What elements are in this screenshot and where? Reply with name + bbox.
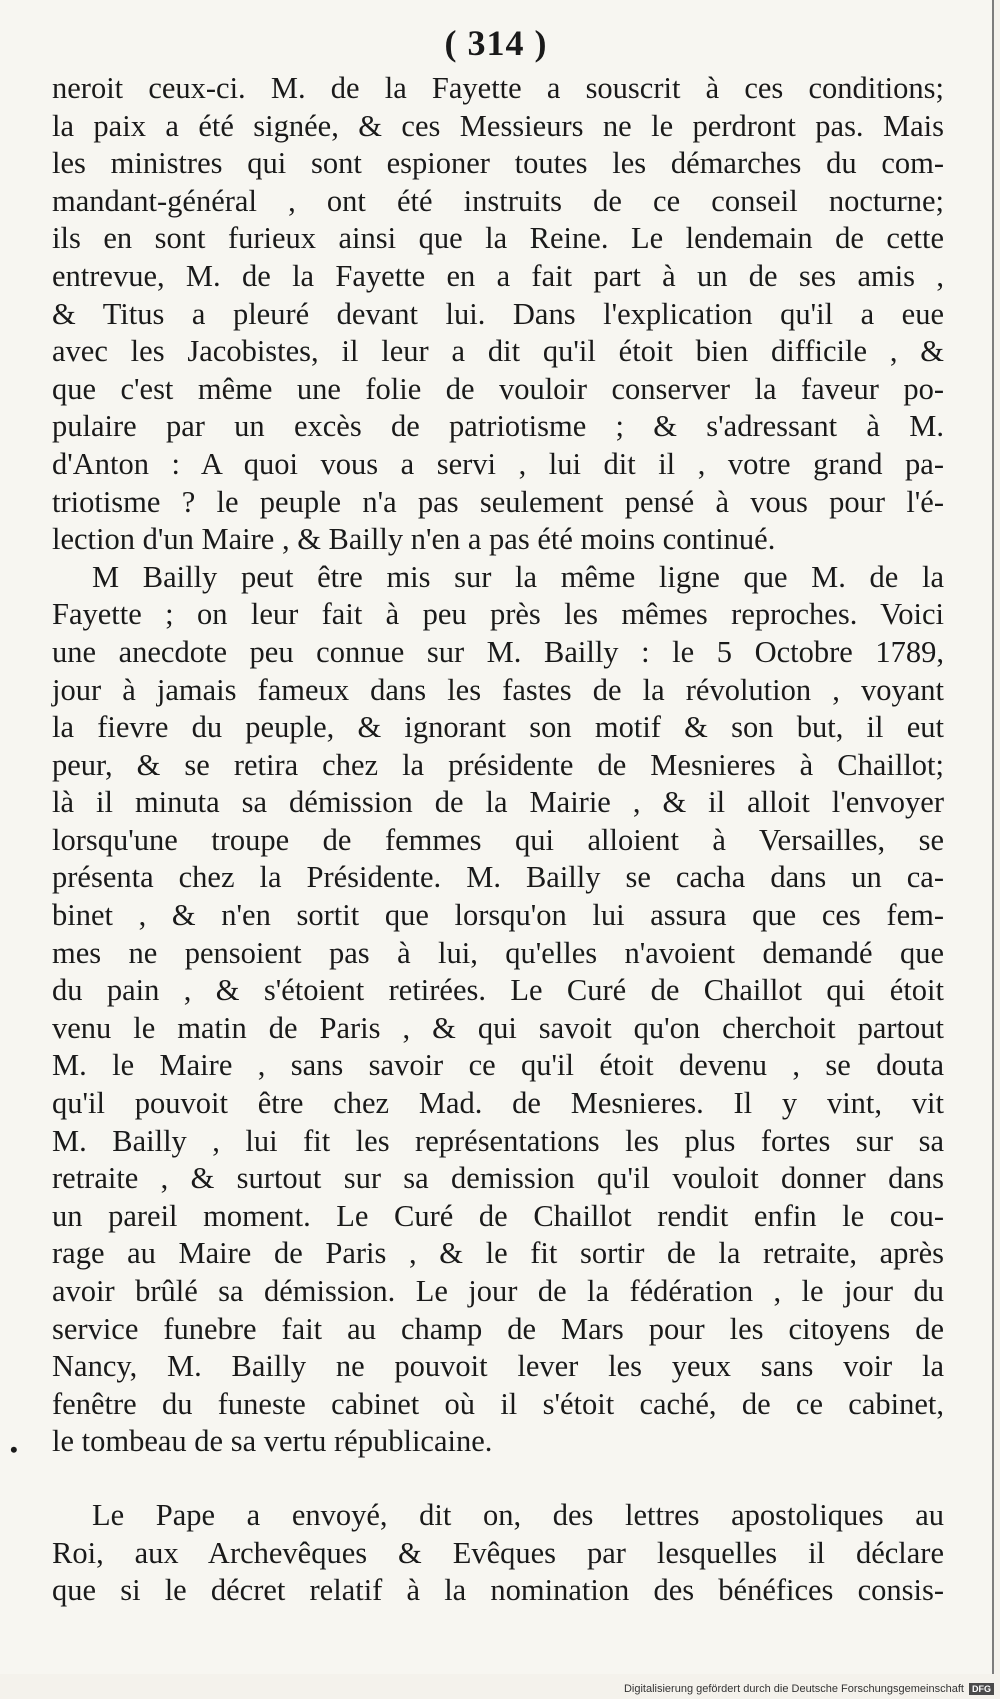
text-line: retraite , & surtout sur sa demission qu'il vouloit donner dans [52, 1161, 944, 1196]
text-line: pulaire par un excès de patriotisme ; & s'adressant à M. [52, 409, 944, 444]
text-line: Roi, aux Archevêques & Evêques par lesquelles il déclare [52, 1535, 944, 1570]
text-line: la paix a été signée, & ces Messieurs ne le perdront pas. Mais [52, 108, 944, 143]
text-line: Fayette ; on leur fait à peu près les mêmes reproches. Voici [52, 597, 944, 632]
text-line: triotisme ? le peuple n'a pas seulement pensé à vous pour l'é- [52, 484, 944, 519]
text-line: les ministres qui sont espioner toutes les démarches du com- [52, 146, 944, 181]
text-line: ils en sont furieux ainsi que la Reine. Le lendemain de cette [52, 221, 944, 256]
margin-dot: • [10, 1437, 18, 1462]
paragraph-3 [52, 1497, 944, 1610]
paragraph-1 [52, 70, 944, 559]
text-line: binet , & n'en sortit que lorsqu'on lui assura que ces fem- [52, 898, 944, 933]
digitization-credit [624, 1683, 994, 1695]
text-line: présenta chez la Présidente. M. Bailly se cacha dans un ca- [52, 860, 944, 895]
text-line: Nancy, M. Bailly ne pouvoit lever les yeux sans voir la [52, 1349, 944, 1384]
text-line: d'Anton : A quoi vous a servi , lui dit il , votre grand pa- [52, 446, 944, 481]
paragraph-gap [52, 1461, 944, 1497]
text-line: la fievre du peuple, & ignorant son motif & son but, il eut [52, 710, 944, 745]
text-line: fenêtre du funeste cabinet où il s'étoit caché, de ce cabinet, [52, 1386, 944, 1421]
text-line: M Bailly peut être mis sur la même ligne que M. de la [92, 559, 944, 594]
text-line: & Titus a pleuré devant lui. Dans l'explication qu'il a eue [52, 296, 944, 331]
text-line: mes ne pensoient pas à lui, qu'elles n'avoient demandé que [52, 935, 944, 970]
text-line: M. le Maire , sans savoir ce qu'il étoit devenu , se douta [52, 1048, 944, 1083]
text-line: avoir brûlé sa démission. Le jour de la fédération , le jour du [52, 1274, 944, 1308]
text-line: venu le matin de Paris , & qui savoit qu'on cherchoit partout [52, 1010, 944, 1045]
body-text [52, 70, 944, 1610]
text-line: une anecdote peu connue sur M. Bailly : le 5 Octobre 1789, [52, 634, 944, 669]
text-line: entrevue, M. de la Fayette en a fait part à un de ses amis , [52, 258, 944, 293]
text-line: là il minuta sa démission de la Mairie , & il alloit l'envoyer [52, 785, 944, 820]
text-line: rage au Maire de Paris , & le fit sortir de la retraite, après [52, 1236, 944, 1271]
text-line: que c'est même une folie de vouloir conserver la faveur po- [52, 371, 944, 406]
text-line: du pain , & s'étoient retirées. Le Curé de Chaillot qui étoit [52, 973, 944, 1008]
paragraph-2 [52, 559, 944, 1461]
text-line: Le Pape a envoyé, dit on, des lettres apostoliques au [92, 1497, 944, 1532]
text-line: un pareil moment. Le Curé de Chaillot rendit enfin le cou- [52, 1198, 944, 1233]
text-line: le tombeau de sa vertu républicaine. [52, 1424, 493, 1459]
text-line: que si le décret relatif à la nomination des bénéfices consis- [52, 1573, 944, 1608]
text-line: avec les Jacobistes, il leur a dit qu'il étoit bien difficile , & [52, 334, 944, 369]
text-line: neroit ceux-ci. M. de la Fayette a souscrit à ces conditions; [52, 71, 944, 105]
text-line: peur, & se retira chez la présidente de Mesnieres à Chaillot; [52, 747, 944, 782]
text-line: lorsqu'une troupe de femmes qui alloient à Versailles, se [52, 822, 944, 857]
text-line: service funebre fait au champ de Mars pour les citoyens de [52, 1311, 944, 1346]
text-line: lection d'un Maire , & Bailly n'en a pas été moins continué. [52, 522, 776, 557]
text-line: M. Bailly , lui fit les représentations les plus fortes sur sa [52, 1123, 944, 1158]
text-line: mandant-général , ont été instruits de ce conseil nocturne; [52, 183, 944, 218]
dfg-logo: DFG [969, 1683, 994, 1695]
text-line: jour à jamais fameux dans les fastes de la révolution , voyant [52, 672, 944, 707]
page-number: ( 314 ) [444, 23, 548, 63]
credit-text: Digitalisierung gefördert durch die Deutsche Forschungsgemeinschaft [623, 1682, 964, 1695]
text-line: qu'il pouvoit être chez Mad. de Mesnieres. Il y vint, vit [52, 1086, 944, 1121]
